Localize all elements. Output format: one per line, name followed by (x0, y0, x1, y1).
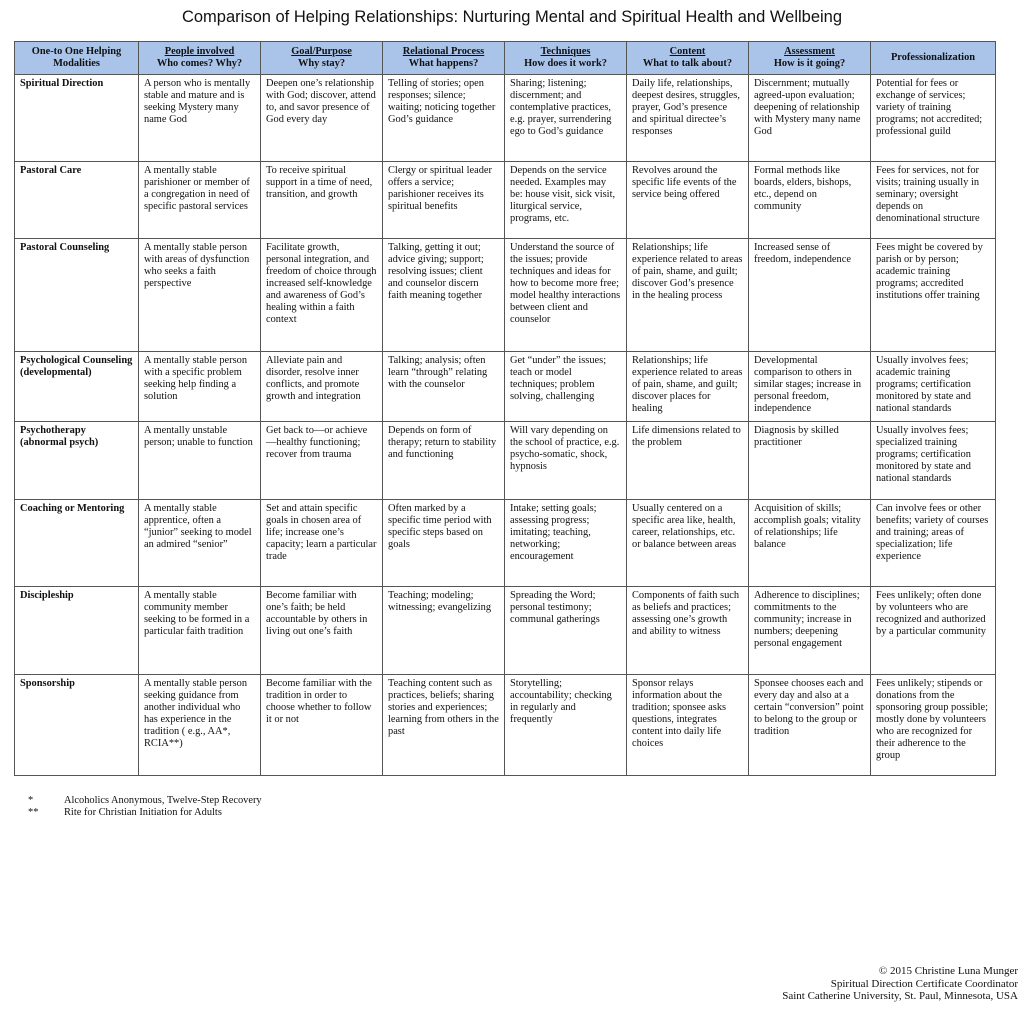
credit-role: Spiritual Direction Certificate Coordinator (830, 977, 1018, 990)
table-cell: Fees for services, not for visits; training usually in seminary; oversight depends on denominational structure (871, 162, 996, 239)
table-row (15, 500, 996, 587)
table-row (15, 587, 996, 675)
table-row (15, 352, 996, 422)
table-cell: Usually involves fees; academic training programs; certification monitored by state and national standards (871, 352, 996, 422)
modality-name: Sponsorship (15, 675, 139, 776)
table-cell: Depends on form of therapy; return to stability and functioning (383, 422, 505, 500)
footnote-text: Alcoholics Anonymous, Twelve-Step Recovery (64, 795, 262, 806)
table-cell: Telling of stories; open responses; silence; waiting; noticing together God’s guidance (383, 75, 505, 162)
column-header (749, 42, 871, 75)
table-cell: Storytelling; accountability; checking in regularly and frequently (505, 675, 627, 776)
table-row (15, 422, 996, 500)
table-cell: Talking, getting it out; advice giving; support; resolving issues; client and counselor discern faith meaning together (383, 239, 505, 352)
table-cell: Developmental comparison to others in similar stages; increase in personal freedom, independence (749, 352, 871, 422)
column-header-subtitle: What happens? (408, 58, 479, 69)
modality-name: Coaching or Mentoring (15, 500, 139, 587)
footnote-mark: * (28, 795, 34, 806)
credit-block (782, 965, 1018, 1003)
modality-name: Pastoral Care (15, 162, 139, 239)
page-title: Comparison of Helping Relationships: Nurturing Mental and Spiritual Health and Wellbeing (181, 8, 843, 26)
table-cell: A mentally stable parishioner or member of a congregation in need of specific pastoral services (139, 162, 261, 239)
footnotes (28, 795, 262, 819)
table-cell: Increased sense of freedom, independence (749, 239, 871, 352)
table-row (15, 239, 996, 352)
table-body (15, 75, 996, 776)
column-header-title: Assessment (784, 46, 835, 57)
table-cell: Usually centered on a specific area like, health, career, relationships, etc. or balance between areas (627, 500, 749, 587)
modality-name: Psychological Counseling (developmental) (15, 352, 139, 422)
table-cell: To receive spiritual support in a time of need, transition, and growth (261, 162, 383, 239)
table-cell: Fees unlikely; stipends or donations from the sponsoring group possible; mostly done by volunteers who are recognized for their adherence to the group (871, 675, 996, 776)
table-cell: Talking; analysis; often learn “through” relating with the counselor (383, 352, 505, 422)
table-row (15, 162, 996, 239)
table-cell: Daily life, relationships, deepest desires, struggles, prayer, God’s presence and spiritual directee’s responses (627, 75, 749, 162)
footnote-text: Rite for Christian Initiation for Adults (64, 807, 222, 818)
table-cell: Components of faith such as beliefs and practices; assessing one’s growth and ability to witness (627, 587, 749, 675)
column-header-subtitle: How does it work? (524, 58, 607, 69)
column-header (871, 42, 996, 75)
table-row (15, 675, 996, 776)
table-cell: Adherence to disciplines; commitments to the community; increase in numbers; deepening personal engagement (749, 587, 871, 675)
table-cell: Facilitate growth, personal integration, and freedom of choice through increased self-knowledge and awareness of God’s healing within a faith context (261, 239, 383, 352)
table-cell: Spreading the Word; personal testimony; communal gatherings (505, 587, 627, 675)
table-cell: Get back to—or achieve—healthy functioning; recover from trauma (261, 422, 383, 500)
column-header (505, 42, 627, 75)
table-cell: Usually involves fees; specialized training programs; certification monitored by state and national standards (871, 422, 996, 500)
table-cell: A mentally stable person with areas of dysfunction who seeks a faith perspective (139, 239, 261, 352)
column-header-title: Content (669, 46, 706, 57)
table-cell: Often marked by a specific time period with specific steps based on goals (383, 500, 505, 587)
table-row (15, 75, 996, 162)
table-cell: Diagnosis by skilled practitioner (749, 422, 871, 500)
column-header-subtitle: How is it going? (773, 58, 846, 69)
footnote (28, 795, 262, 807)
table-cell: Fees unlikely; often done by volunteers who are recognized and authorized by a particular community (871, 587, 996, 675)
footnote-mark: ** (28, 807, 39, 818)
column-header-title: Relational Process (402, 46, 485, 57)
credit-institution: Saint Catherine University, St. Paul, Minnesota, USA (782, 990, 1018, 1002)
modality-name: Pastoral Counseling (15, 239, 139, 352)
table-cell: Get “under” the issues; teach or model techniques; problem solving, challenging (505, 352, 627, 422)
table-cell: Alleviate pain and disorder, resolve inner conflicts, and promote growth and integration (261, 352, 383, 422)
table-cell: Discernment; mutually agreed-upon evaluation; deepening of relationship with Mystery many name God (749, 75, 871, 162)
table-cell: Intake; setting goals; assessing progress; imitating; teaching, networking; encouragement (505, 500, 627, 587)
table-cell: Set and attain specific goals in chosen area of life; increase one’s capacity; learn a particular trade (261, 500, 383, 587)
column-header (139, 42, 261, 75)
credit-copyright: © 2015 Christine Luna Munger (878, 965, 1018, 977)
table-cell: Can involve fees or other benefits; variety of courses and training; areas of specialization; life experience (871, 500, 996, 587)
modality-name: Psychotherapy (abnormal psych) (15, 422, 139, 500)
table-cell: Teaching content such as practices, beliefs; sharing stories and experiences; learning from others in the past (383, 675, 505, 776)
table-cell: Teaching; modeling; witnessing; evangelizing (383, 587, 505, 675)
table-cell: Revolves around the specific life events of the service being offered (627, 162, 749, 239)
column-header (15, 42, 139, 75)
table-cell: Formal methods like boards, elders, bishops, etc., depend on community (749, 162, 871, 239)
table-cell: Life dimensions related to the problem (627, 422, 749, 500)
modality-name: Discipleship (15, 587, 139, 675)
table-cell: A mentally stable person with a specific problem seeking help finding a solution (139, 352, 261, 422)
column-header (383, 42, 505, 75)
table-header-row (15, 42, 996, 75)
table-cell: Potential for fees or exchange of services; variety of training programs; not accredited; professional guild (871, 75, 996, 162)
table-cell: Acquisition of skills; accomplish goals; vitality of relationships; life balance (749, 500, 871, 587)
table-cell: A mentally stable apprentice, often a “junior” seeking to model an admired “senior” (139, 500, 261, 587)
table-cell: Clergy or spiritual leader offers a service; parishioner receives its spiritual benefits (383, 162, 505, 239)
table-cell: A mentally unstable person; unable to function (139, 422, 261, 500)
table-cell: Become familiar with the tradition in order to choose whether to follow it or not (261, 675, 383, 776)
column-header-subtitle: Modalities (53, 58, 100, 69)
comparison-table (14, 41, 996, 776)
table-cell: A mentally stable community member seeking to be formed in a particular faith tradition (139, 587, 261, 675)
table-cell: Sponsor relays information about the tradition; sponsee asks questions, integrates content into daily life choices (627, 675, 749, 776)
column-header (627, 42, 749, 75)
table-cell: Deepen one’s relationship with God; discover, attend to, and savor presence of God every day (261, 75, 383, 162)
table-cell: Understand the source of the issues; provide techniques and ideas for how to become more free; model healthy interactions between client and counselor (505, 239, 627, 352)
table-cell: A person who is mentally stable and mature and is seeking Mystery many name God (139, 75, 261, 162)
table-cell: Fees might be covered by parish or by person; academic training programs; accredited institutions offer training (871, 239, 996, 352)
column-header-title: Techniques (540, 46, 591, 57)
modality-name: Spiritual Direction (15, 75, 139, 162)
column-header-subtitle: What to talk about? (642, 58, 733, 69)
column-header-subtitle: Who comes? Why? (156, 58, 243, 69)
column-header-subtitle: Why stay? (297, 58, 346, 69)
table-cell: Sharing; listening; discernment; and contemplative practices, e.g. prayer, surrendering ego to God’s guidance (505, 75, 627, 162)
table-cell: Depends on the service needed. Examples may be: house visit, sick visit, liturgical service, programs, etc. (505, 162, 627, 239)
table-cell: A mentally stable person seeking guidance from another individual who has experience in the tradition ( e.g., AA*, RCIA**) (139, 675, 261, 776)
column-header (261, 42, 383, 75)
table-cell: Become familiar with one’s faith; be held accountable by others in living out one’s faith (261, 587, 383, 675)
table-cell: Relationships; life experience related to areas of pain, shame, and guilt; discover places for healing (627, 352, 749, 422)
column-header-title: One-to One Helping (31, 46, 122, 57)
column-header-title: Professionalization (890, 52, 976, 63)
table-cell: Relationships; life experience related to areas of pain, shame, and guilt; discover God’s presence in the healing process (627, 239, 749, 352)
column-header-title: People involved (164, 46, 235, 57)
footnote (28, 807, 262, 819)
table-cell: Sponsee chooses each and every day and also at a certain “conversion” point to belong to the group or tradition (749, 675, 871, 776)
table-cell: Will vary depending on the school of practice, e.g. psycho-somatic, shock, hypnosis (505, 422, 627, 500)
column-header-title: Goal/Purpose (291, 46, 352, 57)
